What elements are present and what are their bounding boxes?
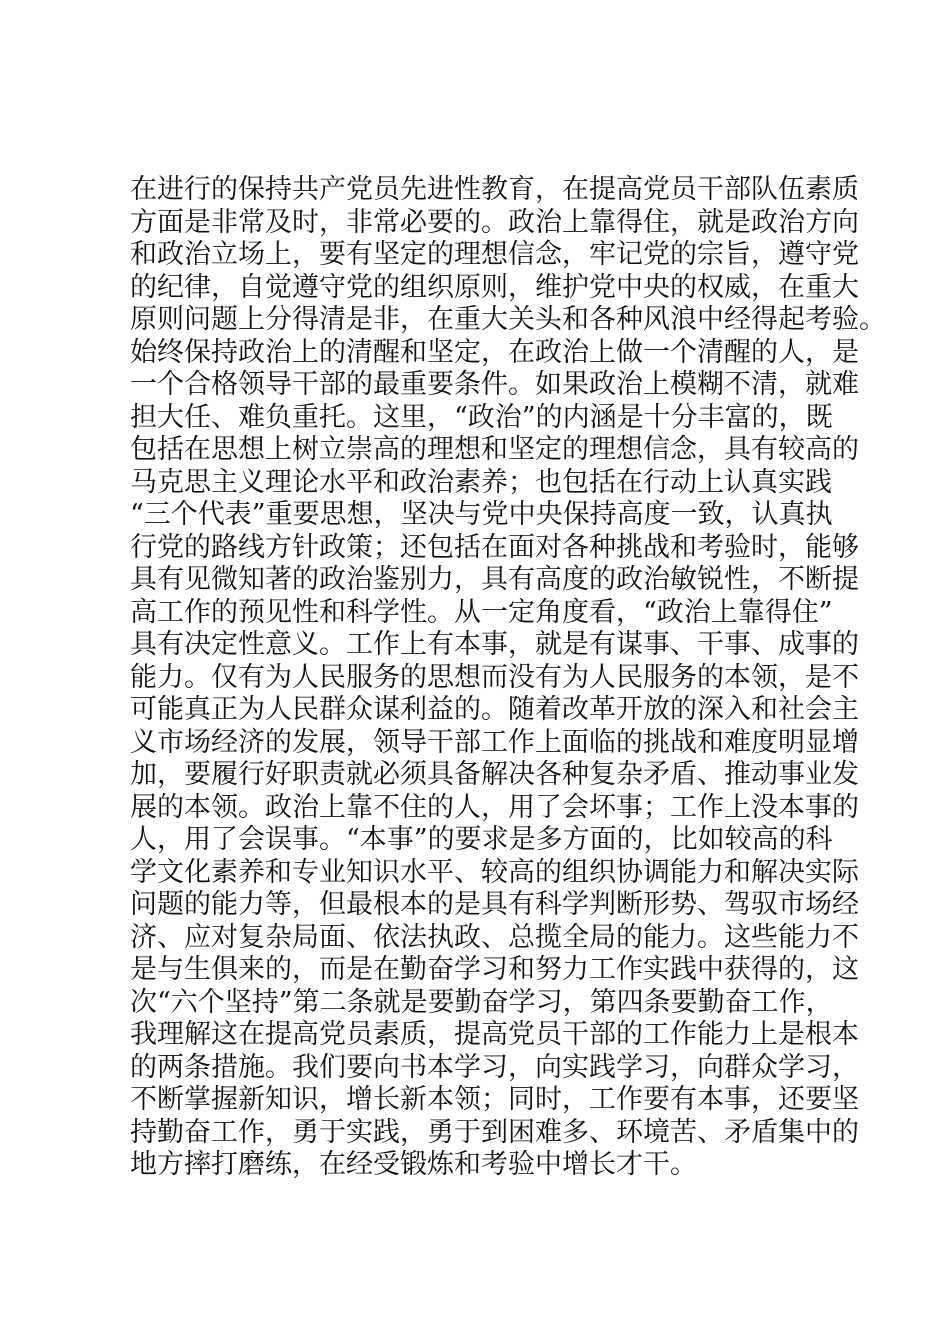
- text-line: 具有见微知著的政治鉴别力，具有高度的政治敏锐性，不断提: [130, 564, 859, 595]
- text-line: 的纪律，自觉遵守党的组织原则，维护党中央的权威，在重大: [130, 271, 859, 303]
- text-line: 义市场经济的发展，领导干部工作上面临的挑战和难度明显增: [130, 726, 859, 758]
- text-line: 在进行的保持共产党员先进性教育，在提高党员干部队伍素质: [130, 174, 859, 205]
- text-line: 担大任、难负重托。这里，“政治”的内涵是十分丰富的，既: [130, 401, 833, 433]
- text-line: 始终保持政治上的清醒和坚定，在政治上做一个清醒的人，是: [130, 336, 859, 368]
- text-line: 和政治立场上，要有坚定的理想信念，牢记党的宗旨，遵守党: [130, 239, 859, 270]
- text-line: 高工作的预见性和科学性。从一定角度看，“政治上靠得住”: [130, 596, 833, 628]
- text-line: 学文化素养和专业知识水平、较高的组织协调能力和解决实际: [130, 856, 859, 888]
- text-line: 包括在思想上树立崇高的理想和坚定的理想信念，具有较高的: [130, 434, 859, 465]
- text-line: 问题的能力等，但最根本的是具有科学判断形势、驾驭市场经: [130, 889, 859, 920]
- text-line: 一个合格领导干部的最重要条件。如果政治上模糊不清，就难: [130, 369, 859, 400]
- text-line: “三个代表”重要思想，坚决与党中央保持高度一致，认真执: [130, 499, 833, 530]
- body-paragraph: [130, 174, 886, 1182]
- text-line: 加，要履行好职责就必须具备解决各种复杂矛盾、推动事业发: [130, 759, 859, 790]
- text-line: 我理解这在提高党员素质，提高党员干部的工作能力上是根本: [130, 1019, 859, 1050]
- text-line: 原则问题上分得清是非，在重大关头和各种风浪中经得起考验。: [130, 304, 886, 335]
- text-line: 次“六个坚持”第二条就是要勤奋学习，第四条要勤奋工作，: [130, 986, 833, 1018]
- text-line: 行党的路线方针政策；还包括在面对各种挑战和考验时，能够: [130, 531, 859, 563]
- text-line: 方面是非常及时，非常必要的。政治上靠得住，就是政治方向: [130, 206, 859, 238]
- text-line: 具有决定性意义。工作上有本事，就是有谋事、干事、成事的: [130, 629, 859, 660]
- text-line: 是与生俱来的，而是在勤奋学习和努力工作实践中获得的，这: [130, 954, 859, 985]
- text-line: 持勤奋工作，勇于实践，勇于到困难多、环境苦、矛盾集中的: [130, 1116, 859, 1148]
- text-line: 展的本领。政治上靠不住的人，用了会坏事；工作上没本事的: [130, 791, 859, 823]
- text-line: 地方摔打磨练，在经受锻炼和考验中增长才干。: [130, 1149, 697, 1180]
- text-line: 可能真正为人民群众谋利益的。随着改革开放的深入和社会主: [130, 694, 859, 725]
- text-line: 不断掌握新知识，增长新本领；同时，工作要有本事，还要坚: [130, 1084, 859, 1115]
- text-line: 人，用了会误事。“本事”的要求是多方面的，比如较高的科: [130, 824, 833, 855]
- text-line: 的两条措施。我们要向书本学习，向实践学习，向群众学习，: [130, 1051, 859, 1083]
- text-line: 马克思主义理论水平和政治素养；也包括在行动上认真实践: [130, 466, 832, 498]
- text-line: 济、应对复杂局面、依法执政、总揽全局的能力。这些能力不: [130, 921, 859, 953]
- text-line: 能力。仅有为人民服务的思想而没有为人民服务的本领，是不: [130, 661, 859, 693]
